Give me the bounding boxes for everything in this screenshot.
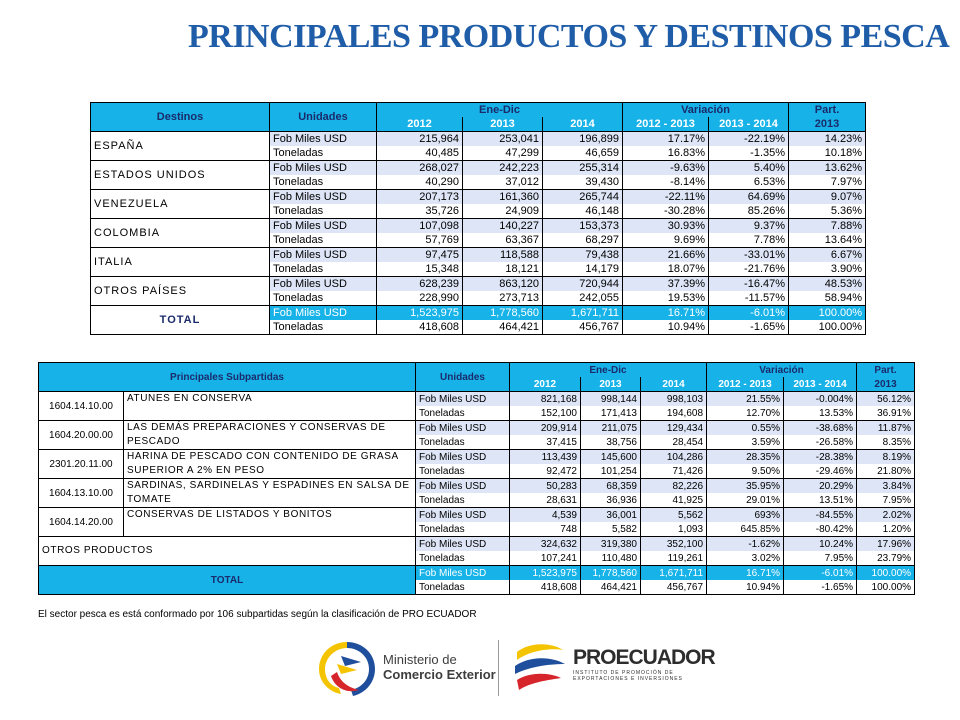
proecuador-name: PROECUADOR — [573, 646, 715, 669]
part-2013: 9.07% — [789, 190, 866, 205]
var-2012-2013: 19.53% — [623, 291, 709, 306]
var-2013-2014: 64.69% — [709, 190, 789, 205]
var-2013-2014: -33.01% — [709, 248, 789, 263]
destino-name: VENEZUELA — [91, 190, 270, 219]
var-2012-2013: 30.93% — [623, 219, 709, 234]
value-2012: 107,098 — [377, 219, 463, 234]
unit-label: Fob Miles USD — [416, 537, 510, 552]
logo-divider — [498, 640, 499, 696]
unit-label: Fob Miles USD — [416, 508, 510, 523]
part-2013: 48.53% — [789, 277, 866, 292]
value-2012: 15,348 — [377, 262, 463, 277]
part-2013: 23.79% — [857, 551, 915, 566]
var-2013-2014: -28.38% — [784, 450, 857, 465]
var-2012-2013: 16.83% — [623, 146, 709, 161]
subpartida-description: ATUNES EN CONSERVA — [124, 392, 416, 421]
header-ene-dic: Ene-Dic — [377, 103, 623, 118]
value-2014: 352,100 — [641, 537, 707, 552]
header-var-2012-2013: 2012 - 2013 — [707, 377, 784, 392]
part-2013: 11.87% — [857, 421, 915, 436]
var-2013-2014: -80.42% — [784, 522, 857, 537]
var-2012-2013: 693% — [707, 508, 784, 523]
value-2013: 68,359 — [581, 479, 641, 494]
var-2012-2013: 21.55% — [707, 392, 784, 407]
value-2012: 268,027 — [377, 161, 463, 176]
var-2012-2013: 3.02% — [707, 551, 784, 566]
value-2014: 456,767 — [641, 580, 707, 595]
var-2013-2014: -1.65% — [784, 580, 857, 595]
total-label: TOTAL — [91, 306, 270, 335]
value-2012: 113,439 — [510, 450, 581, 465]
value-2014: 14,179 — [543, 262, 623, 277]
var-2013-2014: 13.51% — [784, 493, 857, 508]
header-unidades: Unidades — [270, 103, 377, 132]
header-part-year: 2013 — [789, 117, 866, 132]
var-2012-2013: 645.85% — [707, 522, 784, 537]
value-2012: 209,914 — [510, 421, 581, 436]
var-2012-2013: 35.95% — [707, 479, 784, 494]
value-2014: 1,671,711 — [641, 566, 707, 581]
var-2012-2013: 18.07% — [623, 262, 709, 277]
var-2012-2013: 21.66% — [623, 248, 709, 263]
unit-label: Fob Miles USD — [416, 450, 510, 465]
footnote: El sector pesca es está conformado por 106 subpartidas según la clasificación de PRO ECUADOR — [38, 609, 477, 620]
unit-label: Fob Miles USD — [270, 248, 377, 263]
table-row — [91, 219, 866, 234]
var-2013-2014: 7.78% — [709, 233, 789, 248]
value-2013: 36,936 — [581, 493, 641, 508]
value-2013: 36,001 — [581, 508, 641, 523]
proecuador-emblem-icon — [511, 638, 569, 698]
table-row — [91, 190, 866, 205]
header-2012: 2012 — [510, 377, 581, 392]
var-2012-2013: 9.69% — [623, 233, 709, 248]
part-2013: 100.00% — [789, 306, 866, 321]
part-2013: 36.91% — [857, 406, 915, 421]
unit-label: Toneladas — [416, 551, 510, 566]
value-2012: 1,523,975 — [510, 566, 581, 581]
unit-label: Toneladas — [270, 320, 377, 335]
ministerio-line2: Comercio Exterior — [383, 667, 496, 682]
subpartida-description: LAS DEMÁS PREPARACIONES Y CONSERVAS DE PESCADO — [124, 421, 416, 450]
destinos-table — [90, 102, 866, 335]
unit-label: Fob Miles USD — [416, 479, 510, 494]
value-2014: 104,286 — [641, 450, 707, 465]
part-2013: 100.00% — [857, 566, 915, 581]
value-2012: 152,100 — [510, 406, 581, 421]
proecuador-sub1: INSTITUTO DE PROMOCIÓN DE — [573, 670, 674, 676]
value-2013: 1,778,560 — [463, 306, 543, 321]
page-title: PRINCIPALES PRODUCTOS Y DESTINOS PESCA — [188, 18, 950, 55]
part-2013: 7.88% — [789, 219, 866, 234]
subpartida-description: HARINA DE PESCADO CON CONTENIDO DE GRASA SUPERIOR A 2% EN PESO — [124, 450, 416, 479]
table-row — [91, 132, 866, 147]
destino-name: ESPAÑA — [91, 132, 270, 161]
value-2013: 211,075 — [581, 421, 641, 436]
var-2012-2013: -1.62% — [707, 537, 784, 552]
destino-name: OTROS PAÍSES — [91, 277, 270, 306]
value-2014: 119,261 — [641, 551, 707, 566]
destino-name: COLOMBIA — [91, 219, 270, 248]
total-row — [91, 306, 866, 321]
table-row — [91, 277, 866, 292]
proecuador-sub2: EXPORTACIONES E INVERSIONES — [573, 676, 683, 682]
unit-label: Toneladas — [416, 580, 510, 595]
value-2014: 71,426 — [641, 464, 707, 479]
part-2013: 21.80% — [857, 464, 915, 479]
value-2014: 998,103 — [641, 392, 707, 407]
var-2012-2013: 0.55% — [707, 421, 784, 436]
value-2013: 145,600 — [581, 450, 641, 465]
subpartida-code: 1604.14.10.00 — [39, 392, 124, 421]
unit-label: Toneladas — [416, 406, 510, 421]
value-2013: 1,778,560 — [581, 566, 641, 581]
var-2012-2013: 16.71% — [623, 306, 709, 321]
value-2012: 748 — [510, 522, 581, 537]
value-2013: 63,367 — [463, 233, 543, 248]
ministerio-text — [383, 652, 496, 682]
part-2013: 3.90% — [789, 262, 866, 277]
destino-name: ESTADOS UNIDOS — [91, 161, 270, 190]
var-2012-2013: 10.94% — [623, 320, 709, 335]
var-2013-2014: -16.47% — [709, 277, 789, 292]
part-2013: 100.00% — [857, 580, 915, 595]
var-2013-2014: 13.53% — [784, 406, 857, 421]
value-2014: 82,226 — [641, 479, 707, 494]
unit-label: Fob Miles USD — [270, 190, 377, 205]
var-2013-2014: -1.35% — [709, 146, 789, 161]
total-label: TOTAL — [39, 566, 416, 595]
proecuador-text — [573, 646, 715, 682]
var-2013-2014: 5.40% — [709, 161, 789, 176]
var-2013-2014: -22.19% — [709, 132, 789, 147]
unit-label: Toneladas — [416, 435, 510, 450]
value-2013: 38,756 — [581, 435, 641, 450]
part-2013: 2.02% — [857, 508, 915, 523]
unit-label: Fob Miles USD — [416, 566, 510, 581]
value-2012: 1,523,975 — [377, 306, 463, 321]
unit-label: Toneladas — [270, 175, 377, 190]
var-2012-2013: 17.17% — [623, 132, 709, 147]
value-2012: 97,475 — [377, 248, 463, 263]
table-row — [39, 450, 915, 465]
value-2012: 324,632 — [510, 537, 581, 552]
ministerio-line1: Ministerio de — [383, 652, 457, 667]
unit-label: Fob Miles USD — [270, 161, 377, 176]
value-2014: 194,608 — [641, 406, 707, 421]
unit-label: Fob Miles USD — [270, 277, 377, 292]
table-row — [39, 537, 915, 552]
header-variacion: Variación — [707, 363, 857, 378]
ministerio-emblem-icon — [311, 636, 383, 700]
table-row — [91, 248, 866, 263]
value-2014: 456,767 — [543, 320, 623, 335]
table-row — [39, 508, 915, 523]
header-var-2013-2014: 2013 - 2014 — [709, 117, 789, 132]
value-2014: 129,434 — [641, 421, 707, 436]
var-2012-2013: 29.01% — [707, 493, 784, 508]
value-2013: 101,254 — [581, 464, 641, 479]
part-2013: 17.96% — [857, 537, 915, 552]
part-2013: 7.97% — [789, 175, 866, 190]
unit-label: Toneladas — [270, 262, 377, 277]
value-2013: 118,588 — [463, 248, 543, 263]
header-variacion: Variación — [623, 103, 789, 118]
var-2013-2014: -29.46% — [784, 464, 857, 479]
header-2012: 2012 — [377, 117, 463, 132]
part-2013: 8.19% — [857, 450, 915, 465]
var-2012-2013: 37.39% — [623, 277, 709, 292]
value-2012: 207,173 — [377, 190, 463, 205]
unit-label: Fob Miles USD — [416, 392, 510, 407]
var-2013-2014: -38.68% — [784, 421, 857, 436]
value-2014: 46,148 — [543, 204, 623, 219]
value-2014: 720,944 — [543, 277, 623, 292]
subpartida-description: CONSERVAS DE LISTADOS Y BONITOS — [124, 508, 416, 537]
value-2013: 47,299 — [463, 146, 543, 161]
header-subpartidas: Principales Subpartidas — [39, 363, 416, 392]
var-2012-2013: 16.71% — [707, 566, 784, 581]
unit-label: Toneladas — [416, 522, 510, 537]
value-2013: 171,413 — [581, 406, 641, 421]
value-2012: 418,608 — [510, 580, 581, 595]
var-2013-2014: -1.65% — [709, 320, 789, 335]
value-2014: 39,430 — [543, 175, 623, 190]
table-row — [39, 421, 915, 436]
var-2013-2014: -84.55% — [784, 508, 857, 523]
unit-label: Toneladas — [416, 464, 510, 479]
value-2013: 253,041 — [463, 132, 543, 147]
part-2013: 56.12% — [857, 392, 915, 407]
var-2012-2013: 28.35% — [707, 450, 784, 465]
unit-label: Fob Miles USD — [270, 306, 377, 321]
header-2014: 2014 — [641, 377, 707, 392]
part-2013: 3.84% — [857, 479, 915, 494]
value-2013: 464,421 — [581, 580, 641, 595]
var-2012-2013: 3.59% — [707, 435, 784, 450]
subpartida-code: 2301.20.11.00 — [39, 450, 124, 479]
var-2013-2014: 7.95% — [784, 551, 857, 566]
var-2013-2014: -0.004% — [784, 392, 857, 407]
part-2013: 100.00% — [789, 320, 866, 335]
unit-label: Toneladas — [270, 291, 377, 306]
table-row — [39, 392, 915, 407]
part-2013: 7.95% — [857, 493, 915, 508]
value-2013: 161,360 — [463, 190, 543, 205]
unit-label: Toneladas — [270, 233, 377, 248]
unit-label: Toneladas — [270, 146, 377, 161]
part-2013: 13.62% — [789, 161, 866, 176]
header-unidades: Unidades — [416, 363, 510, 392]
value-2012: 107,241 — [510, 551, 581, 566]
header-var-2012-2013: 2012 - 2013 — [623, 117, 709, 132]
total-row — [39, 566, 915, 581]
var-2012-2013: 10.94% — [707, 580, 784, 595]
value-2012: 4,539 — [510, 508, 581, 523]
var-2013-2014: 9.37% — [709, 219, 789, 234]
var-2013-2014: -26.58% — [784, 435, 857, 450]
part-2013: 8.35% — [857, 435, 915, 450]
value-2013: 110,480 — [581, 551, 641, 566]
part-2013: 5.36% — [789, 204, 866, 219]
value-2014: 5,562 — [641, 508, 707, 523]
part-2013: 6.67% — [789, 248, 866, 263]
value-2012: 35,726 — [377, 204, 463, 219]
var-2012-2013: -22.11% — [623, 190, 709, 205]
value-2012: 50,283 — [510, 479, 581, 494]
value-2014: 255,314 — [543, 161, 623, 176]
var-2013-2014: 20.29% — [784, 479, 857, 494]
var-2012-2013: 9.50% — [707, 464, 784, 479]
subpartida-description: SARDINAS, SARDINELAS Y ESPADINES EN SALSA DE TOMATE — [124, 479, 416, 508]
value-2014: 265,744 — [543, 190, 623, 205]
value-2014: 68,297 — [543, 233, 623, 248]
value-2012: 228,990 — [377, 291, 463, 306]
var-2013-2014: -6.01% — [709, 306, 789, 321]
var-2012-2013: -9.63% — [623, 161, 709, 176]
var-2013-2014: -6.01% — [784, 566, 857, 581]
value-2014: 1,093 — [641, 522, 707, 537]
subpartida-code: 1604.14.20.00 — [39, 508, 124, 537]
value-2013: 464,421 — [463, 320, 543, 335]
part-2013: 1.20% — [857, 522, 915, 537]
table-row — [91, 161, 866, 176]
header-part-year: 2013 — [857, 377, 915, 392]
header-destinos: Destinos — [91, 103, 270, 132]
part-2013: 14.23% — [789, 132, 866, 147]
value-2013: 140,227 — [463, 219, 543, 234]
value-2012: 40,290 — [377, 175, 463, 190]
value-2014: 153,373 — [543, 219, 623, 234]
unit-label: Fob Miles USD — [270, 132, 377, 147]
header-var-2013-2014: 2013 - 2014 — [784, 377, 857, 392]
header-2013: 2013 — [463, 117, 543, 132]
part-2013: 58.94% — [789, 291, 866, 306]
var-2013-2014: -21.76% — [709, 262, 789, 277]
header-2014: 2014 — [543, 117, 623, 132]
value-2013: 242,223 — [463, 161, 543, 176]
value-2012: 37,415 — [510, 435, 581, 450]
value-2012: 28,631 — [510, 493, 581, 508]
var-2013-2014: 6.53% — [709, 175, 789, 190]
header-part: Part. — [857, 363, 915, 378]
value-2013: 273,713 — [463, 291, 543, 306]
value-2013: 319,380 — [581, 537, 641, 552]
value-2014: 79,438 — [543, 248, 623, 263]
value-2012: 57,769 — [377, 233, 463, 248]
value-2013: 24,909 — [463, 204, 543, 219]
unit-label: Fob Miles USD — [270, 219, 377, 234]
var-2012-2013: 12.70% — [707, 406, 784, 421]
var-2013-2014: -11.57% — [709, 291, 789, 306]
value-2013: 18,121 — [463, 262, 543, 277]
value-2014: 28,454 — [641, 435, 707, 450]
value-2014: 41,925 — [641, 493, 707, 508]
value-2012: 418,608 — [377, 320, 463, 335]
header-part: Part. — [789, 103, 866, 118]
var-2013-2014: 85.26% — [709, 204, 789, 219]
value-2012: 92,472 — [510, 464, 581, 479]
unit-label: Toneladas — [270, 204, 377, 219]
table-row — [39, 479, 915, 494]
var-2013-2014: 10.24% — [784, 537, 857, 552]
header-2013: 2013 — [581, 377, 641, 392]
logos-footer — [305, 632, 715, 702]
value-2014: 196,899 — [543, 132, 623, 147]
subpartida-description: OTROS PRODUCTOS — [39, 537, 416, 566]
unit-label: Fob Miles USD — [416, 421, 510, 436]
var-2012-2013: -8.14% — [623, 175, 709, 190]
value-2012: 821,168 — [510, 392, 581, 407]
value-2014: 46,659 — [543, 146, 623, 161]
value-2012: 215,964 — [377, 132, 463, 147]
var-2012-2013: -30.28% — [623, 204, 709, 219]
value-2013: 5,582 — [581, 522, 641, 537]
value-2014: 1,671,711 — [543, 306, 623, 321]
value-2013: 998,144 — [581, 392, 641, 407]
value-2014: 242,055 — [543, 291, 623, 306]
part-2013: 13.64% — [789, 233, 866, 248]
subpartida-code: 1604.20.00.00 — [39, 421, 124, 450]
value-2013: 37,012 — [463, 175, 543, 190]
part-2013: 10.18% — [789, 146, 866, 161]
header-ene-dic: Ene-Dic — [510, 363, 707, 378]
value-2012: 40,485 — [377, 146, 463, 161]
subpartidas-table — [38, 362, 915, 595]
unit-label: Toneladas — [416, 493, 510, 508]
value-2012: 628,239 — [377, 277, 463, 292]
destino-name: ITALIA — [91, 248, 270, 277]
subpartida-code: 1604.13.10.00 — [39, 479, 124, 508]
value-2013: 863,120 — [463, 277, 543, 292]
